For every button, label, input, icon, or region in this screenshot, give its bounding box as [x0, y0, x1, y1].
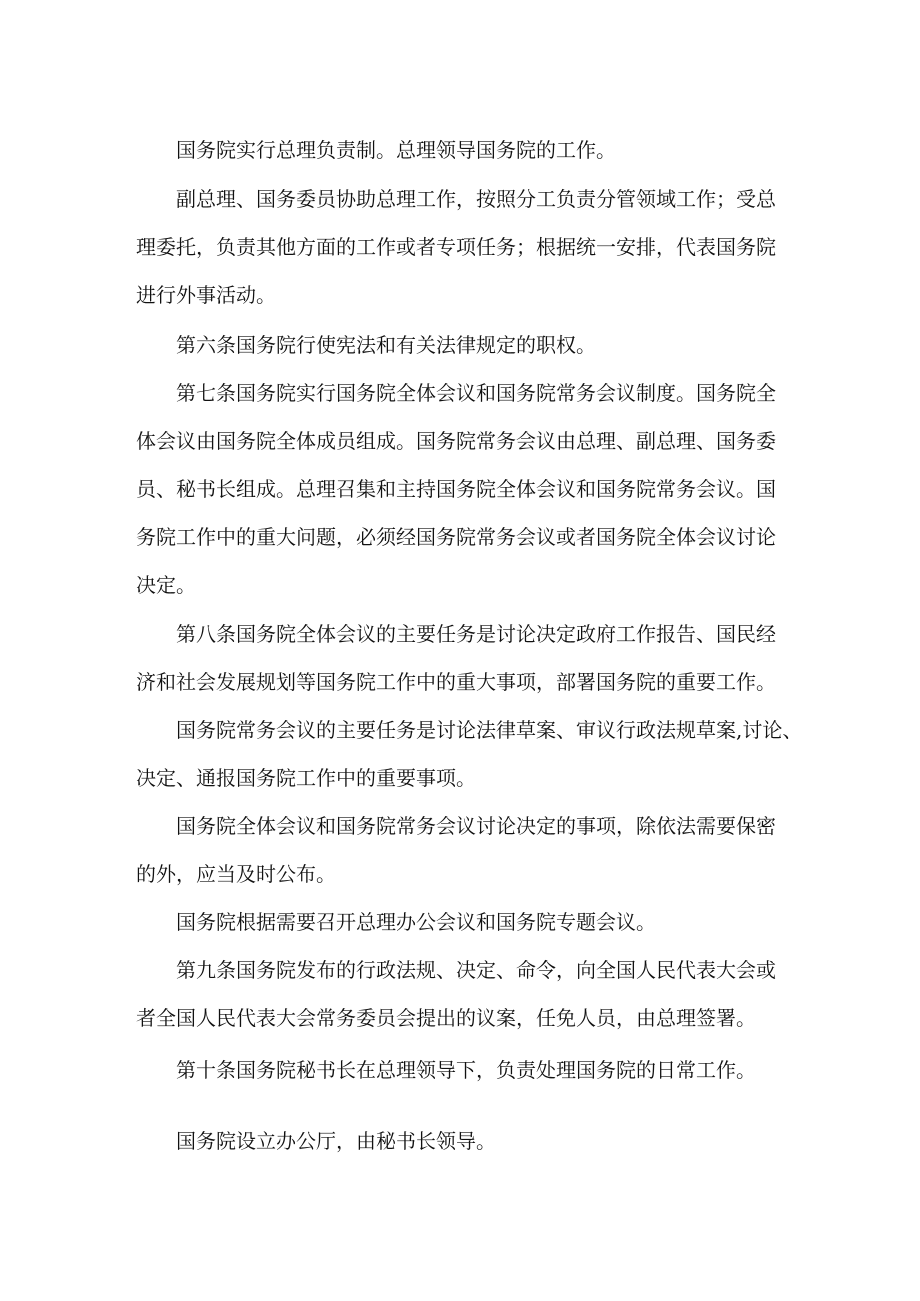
- text-line: 第七条国务院实行国务院全体会议和国务院常务会议制度。国务院全: [176, 381, 776, 405]
- text-line: 第九条国务院发布的行政法规、决定、命令，向全国人民代表大会或: [176, 958, 776, 982]
- text-line: 国务院根据需要召开总理办公会议和国务院专题会议。: [176, 910, 656, 934]
- text-line: 务院工作中的重大问题，必须经国务院常务会议或者国务院全体会议讨论: [136, 525, 776, 549]
- text-line: 副总理、国务委员协助总理工作，按照分工负责分管领域工作；受总: [176, 187, 776, 211]
- text-line: 第六条国务院行使宪法和有关法律规定的职权。: [176, 333, 596, 357]
- text-line: 国务院实行总理负责制。总理领导国务院的工作。: [176, 138, 616, 162]
- text-line: 第十条国务院秘书长在总理领导下，负责处理国务院的日常工作。: [176, 1058, 756, 1082]
- text-line: 员、秘书长组成。总理召集和主持国务院全体会议和国务院常务会议。国: [136, 477, 776, 501]
- text-line: 第八条国务院全体会议的主要任务是讨论决定政府工作报告、国民经: [176, 622, 776, 646]
- text-line: 国务院设立办公厅，由秘书长领导。: [176, 1129, 496, 1153]
- text-line: 济和社会发展规划等国务院工作中的重大事项，部署国务院的重要工作。: [136, 670, 776, 694]
- text-line: 者全国人民代表大会常务委员会提出的议案，任免人员，由总理签署。: [136, 1006, 756, 1030]
- text-line: 的外，应当及时公布。: [136, 862, 336, 886]
- text-line: 国务院全体会议和国务院常务会议讨论决定的事项，除依法需要保密: [176, 814, 776, 838]
- text-line: 决定、通报国务院工作中的重要事项。: [136, 766, 476, 790]
- text-line: 决定。: [136, 573, 196, 597]
- text-line: 进行外事活动。: [136, 283, 276, 307]
- text-line: 体会议由国务院全体成员组成。国务院常务会议由总理、副总理、国务委: [136, 429, 776, 453]
- text-line: 国务院常务会议的主要任务是讨论法律草案、审议行政法规草案,讨论、: [176, 718, 803, 742]
- text-line: 理委托，负责其他方面的工作或者专项任务；根据统一安排，代表国务院: [136, 235, 776, 259]
